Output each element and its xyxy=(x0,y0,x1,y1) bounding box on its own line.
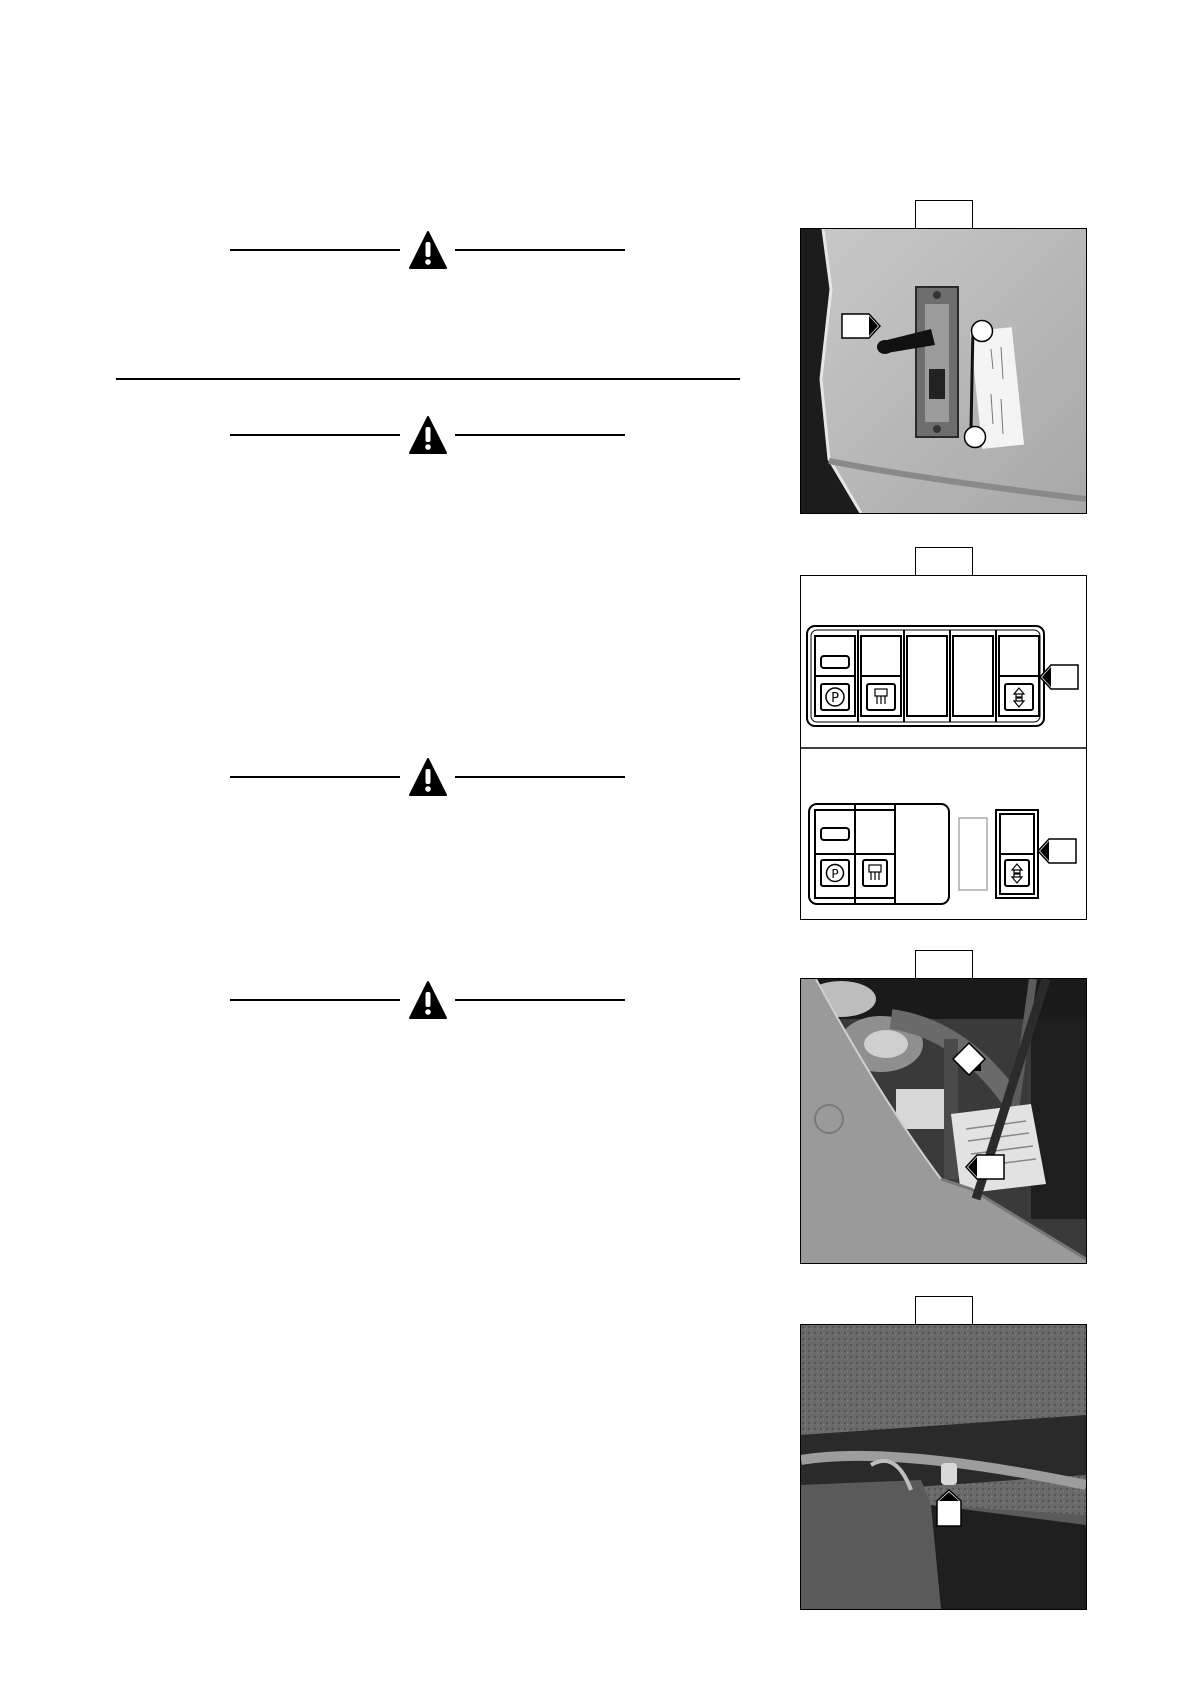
figure-1-photo xyxy=(800,228,1087,514)
diamond-callout xyxy=(951,1041,987,1077)
arrow-callout xyxy=(841,313,881,339)
figure-2-diagram xyxy=(800,575,1087,920)
figure-3-photo xyxy=(800,978,1087,1264)
warning-header-3 xyxy=(230,757,625,797)
warning-rule-right xyxy=(455,249,625,251)
warning-header-1 xyxy=(230,230,625,270)
hose-clip-illustration xyxy=(801,1325,1086,1609)
warning-rule-left xyxy=(230,776,400,778)
warning-rule-left xyxy=(230,434,400,436)
warning-rule-left xyxy=(230,999,400,1001)
arrow-callout xyxy=(965,1154,1005,1180)
figure-1-label-tab xyxy=(915,200,973,229)
engine-compartment-illustration xyxy=(801,979,1086,1263)
warning-rule-right xyxy=(455,999,625,1001)
switch-panel-diagram xyxy=(801,576,1086,919)
warning-triangle-icon xyxy=(408,757,448,797)
warning-rule-right xyxy=(455,434,625,436)
circle-callout xyxy=(970,319,994,343)
figure-4-label-tab xyxy=(915,1296,973,1325)
section-divider xyxy=(116,378,740,380)
warning-header-4 xyxy=(230,980,625,1020)
warning-triangle-icon xyxy=(408,415,448,455)
warning-rule-right xyxy=(455,776,625,778)
figure-3-label-tab xyxy=(915,950,973,979)
figure-2-label-tab xyxy=(915,547,973,576)
warning-header-2 xyxy=(230,415,625,455)
warning-triangle-icon xyxy=(408,230,448,270)
arrow-callout xyxy=(1037,838,1077,864)
arrow-callout xyxy=(1039,664,1079,690)
svg-text:P: P xyxy=(831,691,839,706)
lever-panel-illustration xyxy=(801,229,1086,513)
arrow-callout xyxy=(936,1489,962,1527)
warning-rule-left xyxy=(230,249,400,251)
warning-triangle-icon xyxy=(408,980,448,1020)
svg-text:P: P xyxy=(831,867,839,881)
circle-callout xyxy=(963,425,987,449)
figure-4-photo xyxy=(800,1324,1087,1610)
